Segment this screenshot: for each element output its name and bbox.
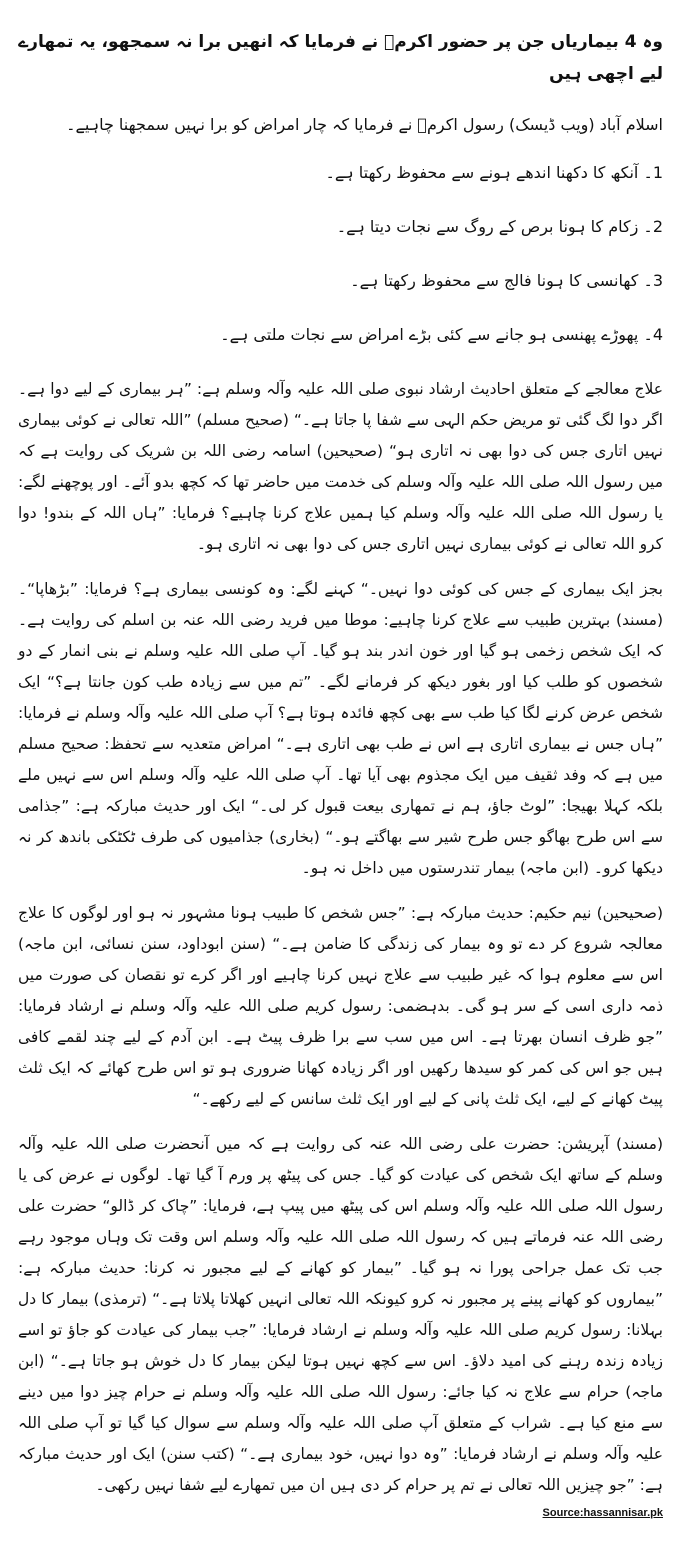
numbered-points xyxy=(18,158,663,350)
point-item: 1۔ آنکھ کا دکھنا اندھے ہونے سے محفوظ رکھتا ہے۔ xyxy=(325,163,663,182)
body-paragraph: (مسند) آپریشن: حضرت علی رضی اللہ عنہ کی روایت ہے کہ میں آنحضرت صلی اللہ علیہ وآلہ وسلم کے ساتھ ایک شخص کی عیادت کو گیا۔ جس کی پیٹھ پر ورم آ گیا تھا۔ لوگوں نے عرض کی یا رسول اللہ صلی اللہ علیہ وآلہ وسلم اس کی پیٹھ میں پیپ ہے، فرمایا: ”چاک کر ڈالو“ حضرت علی رضی اللہ عنہ فرماتے ہیں کہ رسول اللہ صلی اللہ علیہ وآلہ وسلم اس وقت تک وہاں موجود رہے جب تک عمل جراحی پورا نہ ہو گیا۔ ”بیمار کو کھانے کے لیے مجبور نہ کرنا: حدیث مبارکہ ہے: ”بیماروں کو کھانے پینے پر مجبور نہ کرو کیونکہ اللہ تعالی انہیں کھلاتا پلاتا ہے۔“ (ترمذی) بیمار کا دل بہلانا: رسول کریم صلی اللہ علیہ وآلہ وسلم نے ارشاد فرمایا: ”جب بیمار کی عیادت کو جاؤ تو اسے زیادہ زندہ رہنے کی امید دلاؤ۔ اس سے کچھ نہیں ہوتا لیکن بیمار کا دل خوش ہو جاتا ہے۔“ (ابن ماجہ) حرام سے علاج نہ کیا جائے: رسول اللہ صلی اللہ علیہ وآلہ وسلم نے حرام چیز دوا میں دینے سے منع کیا ہے۔ شراب کے متعلق آپ صلی اللہ علیہ وآلہ وسلم سے سوال کیا گیا تو آپ صلی اللہ علیہ وآلہ وسلم نے ارشاد فرمایا: ”وہ دوا نہیں، خود بیماری ہے۔“ (کتب سنن) ایک اور حدیث مبارکہ ہے: ”جو چیزیں اللہ تعالی نے تم پر حرام کر دی ہیں ان میں تمھارے لیے شفا نہیں رکھی۔ xyxy=(18,1135,663,1494)
point-item: 3۔ کھانسی کا ہونا فالج سے محفوظ رکھتا ہے۔ xyxy=(350,271,663,290)
point-item: 2۔ زکام کا ہونا برص کے روگ سے نجات دیتا ہے۔ xyxy=(336,217,663,236)
point-item: 4۔ پھوڑے پھنسی ہو جانے سے کئی بڑے امراض سے نجات ملتی ہے۔ xyxy=(220,325,663,344)
body-paragraph: بجز ایک بیماری کے جس کی کوئی دوا نہیں۔“ کہنے لگے: وہ کونسی بیماری ہے؟ فرمایا: ”بڑھاپا“۔ (مسند) بہترین طبیب سے علاج کرنا چاہیے: موطا میں فرید رضی اللہ عنہ بن اسلم کی روایت ہے۔ کہ ایک شخص زخمی ہو گیا اور خون اندر بند ہو گیا۔ آپ صلی اللہ علیہ وسلم نے بنی انمار کے دو شخصوں کو طلب کیا اور بغور دیکھ کر فرمانے لگے۔ ”تم میں سے زیادہ طب کون جانتا ہے؟“ ایک شخص عرض کرنے لگا کیا طب سے بھی کچھ فائدہ ہوتا ہے؟ آپ صلی اللہ علیہ وآلہ وسلم نے فرمایا: ”ہاں جس نے بیماری اتاری ہے اس نے طب بھی اتاری ہے۔“ امراض متعدیہ سے تحفظ: صحیح مسلم میں ہے کہ وفد ثقیف میں ایک مجذوم بھی آیا تھا۔ آپ صلی اللہ علیہ وآلہ وسلم اس سے نہیں ملے بلکہ کہلا بھیجا: ”لوٹ جاؤ، ہم نے تمھاری بیعت قبول کر لی۔“ ایک اور حدیث مبارکہ ہے: ”جذامی سے اس طرح بھاگو جس طرح شیر سے بھاگتے ہو۔“ (بخاری) جذامیوں کی طرف ٹکٹکی باندھ کر نہ دیکھا کرو۔ (ابن ماجہ) بیمار تندرستوں میں داخل نہ ہو۔ xyxy=(18,580,663,877)
article xyxy=(18,0,663,1515)
body-paragraph: (صحیحین) نیم حکیم: حدیث مبارکہ ہے: ”جس شخص کا طبیب ہونا مشہور نہ ہو اور لوگوں کا علاج معالجہ شروع کر دے تو وہ بیمار کی زندگی کا ضامن ہے۔“ (سنن ابوداود، سنن نسائی، ابن ماجہ) اس سے معلوم ہوا کہ غیر طبیب سے علاج نہیں کرنا چاہیے اور اگر کرے تو نقصان کی صورت میں ذمہ داری اسی کے سر ہو گی۔ بدہضمی: رسول کریم صلی اللہ علیہ وآلہ وسلم نے ارشاد فرمایا: ”جو ظرف انسان بھرتا ہے۔ اس میں سب سے برا ظرف پیٹ ہے۔ ابن آدم کے لیے چند لقمے کافی ہیں جو اس کی کمر کو سیدھا رکھیں اور اگر زیادہ کھانا ضروری ہو تو اس طرح کھائے کہ ایک ثلث پیٹ کھانے کے لیے، ایک ثلث پانی کے لیے اور ایک ثلث سانس کے لیے رکھے۔“ xyxy=(18,904,663,1108)
source-credit: Source:hassannisar.pk xyxy=(542,1507,663,1519)
body-paragraph: علاج معالجے کے متعلق احادیث ارشاد نبوی صلی اللہ علیہ وآلہ وسلم ہے: ”ہر بیماری کے لیے دوا ہے۔ اگر دوا لگ گئی تو مریض حکم الہی سے شفا پا جاتا ہے۔“ (صحیح مسلم) ”اللہ تعالی نے کوئی بیماری نہیں اتاری جس کی دوا بھی نہ اتاری ہو“ (صحیحین) اسامہ رضی اللہ بن شریک کی روایت ہے کہ میں رسول اللہ صلی اللہ علیہ وآلہ وسلم کی خدمت میں حاضر تھا کہ کچھ بدو آئے۔ اور پوچھنے لگے: یا رسول اللہ صلی اللہ علیہ وآلہ وسلم کیا ہمیں علاج کرنا چاہیے؟ فرمایا: ”ہاں اللہ کے بندو! دوا کرو اللہ تعالی نے کوئی بیماری نہیں اتاری جس کی دوا بھی نہ اتاری ہو۔ xyxy=(18,380,663,553)
article-headline: وہ 4 بیماریاں جن پر حضور اکرمؐ نے فرمایا کہ انھیں برا نہ سمجھو، یہ تمھارے لیے اچھی ہیں xyxy=(18,32,663,84)
article-intro: اسلام آباد (ویب ڈیسک) رسول اکرمؐ نے فرمایا کہ چار امراض کو برا نہیں سمجھنا چاہیے۔ xyxy=(66,115,663,134)
